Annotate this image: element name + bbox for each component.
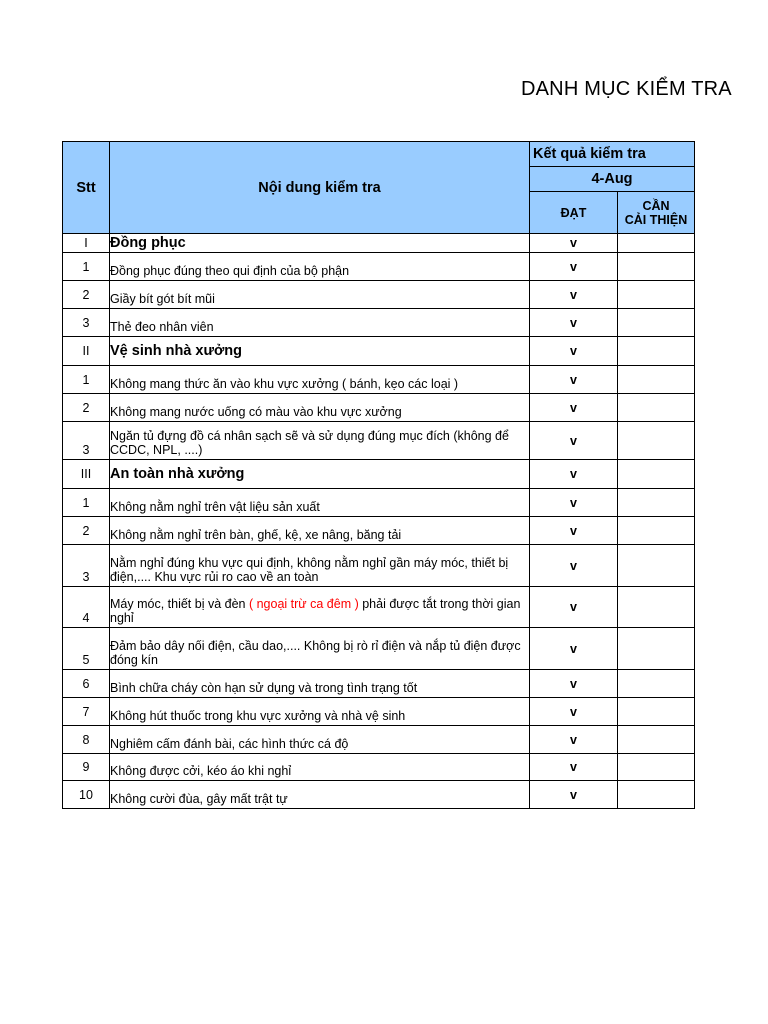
table-row (63, 754, 695, 781)
improve-cell (618, 460, 695, 489)
table-row (63, 781, 695, 809)
row-text: Nghiêm cấm đánh bài, các hình thức cá độ (110, 726, 530, 754)
row-text: Bình chữa cháy còn hạn sử dụng và trong tình trạng tốt (110, 670, 530, 698)
pass-mark: v (530, 234, 618, 253)
row-text-before: Máy móc, thiết bị và đèn (110, 597, 249, 611)
pass-mark: v (530, 337, 618, 366)
table-row (63, 726, 695, 754)
pass-mark: v (530, 394, 618, 422)
table-row (63, 234, 695, 253)
header-date: 4-Aug (530, 167, 695, 192)
page-title: DANH MỤC KIỂM TRA (521, 78, 732, 100)
pass-mark: v (530, 726, 618, 754)
improve-cell (618, 545, 695, 587)
row-stt: 2 (63, 517, 110, 545)
pass-mark: v (530, 545, 618, 587)
improve-cell (618, 281, 695, 309)
header-stt: Stt (63, 142, 110, 234)
pass-mark: v (530, 253, 618, 281)
header-content: Nội dung kiểm tra (110, 142, 530, 234)
improve-cell (618, 781, 695, 809)
row-stt: 1 (63, 489, 110, 517)
row-stt: 4 (63, 587, 110, 628)
section-title: An toàn nhà xưởng (110, 460, 530, 489)
table-row (63, 309, 695, 337)
row-stt: 1 (63, 366, 110, 394)
title-area (0, 76, 732, 106)
header-improve-line2: CẢI THIỆN (624, 212, 688, 227)
row-text: Không nằm nghỉ trên vật liệu sản xuất (110, 489, 530, 517)
row-text: Không mang thức ăn vào khu vực xưởng ( bánh, kẹo các loại ) (110, 366, 530, 394)
improve-cell (618, 587, 695, 628)
table-row (63, 422, 695, 460)
row-text-red-note: ( ngoại trừ ca đêm ) (248, 597, 359, 611)
row-stt: 8 (63, 726, 110, 754)
row-text: Ngăn tủ đựng đồ cá nhân sạch sẽ và sử dụng đúng mục đích (không để CCDC, NPL, ....) (110, 422, 530, 460)
improve-cell (618, 489, 695, 517)
table-row (63, 670, 695, 698)
improve-cell (618, 517, 695, 545)
improve-cell (618, 726, 695, 754)
improve-cell (618, 234, 695, 253)
table-row (63, 489, 695, 517)
pass-mark: v (530, 517, 618, 545)
improve-cell (618, 366, 695, 394)
row-stt: III (63, 460, 110, 489)
table-row (63, 253, 695, 281)
row-text: Nằm nghỉ đúng khu vực qui định, không nằm nghỉ gần máy móc, thiết bị điện,.... Khu vực rủi ro cao về an toàn (110, 545, 530, 587)
row-stt: 5 (63, 628, 110, 670)
row-stt: I (63, 234, 110, 253)
table-row (63, 545, 695, 587)
row-stt: 7 (63, 698, 110, 726)
row-text: Không hút thuốc trong khu vực xưởng và nhà vệ sinh (110, 698, 530, 726)
pass-mark: v (530, 628, 618, 670)
header-result: Kết quả kiểm tra (530, 142, 695, 167)
row-text: Không nằm nghỉ trên bàn, ghế, kệ, xe nâng, băng tải (110, 517, 530, 545)
improve-cell (618, 394, 695, 422)
row-text: Đảm bảo dây nối điện, cầu dao,.... Không bị rò rỉ điện và nắp tủ điện được đóng kín (110, 628, 530, 670)
row-text: Đồng phục đúng theo qui định của bộ phận (110, 253, 530, 281)
row-text-after: phải được tắt trong thời gian nghỉ (110, 597, 521, 625)
header-pass: ĐẠT (530, 192, 618, 234)
improve-cell (618, 670, 695, 698)
checklist-table (62, 141, 695, 809)
row-stt: 6 (63, 670, 110, 698)
improve-cell (618, 337, 695, 366)
section-title: Vệ sinh nhà xưởng (110, 337, 530, 366)
pass-mark: v (530, 754, 618, 781)
row-stt: II (63, 337, 110, 366)
header-improve-line1: CẦN (642, 198, 670, 213)
row-stt: 3 (63, 309, 110, 337)
pass-mark: v (530, 781, 618, 809)
table-row (63, 366, 695, 394)
pass-mark: v (530, 460, 618, 489)
row-stt: 2 (63, 281, 110, 309)
improve-cell (618, 698, 695, 726)
pass-mark: v (530, 698, 618, 726)
table-row (63, 460, 695, 489)
improve-cell (618, 253, 695, 281)
pass-mark: v (530, 281, 618, 309)
pass-mark: v (530, 489, 618, 517)
row-stt: 3 (63, 422, 110, 460)
row-text: Thẻ đeo nhân viên (110, 309, 530, 337)
row-stt: 2 (63, 394, 110, 422)
row-stt: 10 (63, 781, 110, 809)
table-row (63, 587, 695, 628)
section-title: Đồng phục (110, 234, 530, 253)
row-stt: 9 (63, 754, 110, 781)
improve-cell (618, 309, 695, 337)
row-stt: 3 (63, 545, 110, 587)
row-stt: 1 (63, 253, 110, 281)
row-text: Giầy bít gót bít mũi (110, 281, 530, 309)
row-text: Không mang nước uống có màu vào khu vực xưởng (110, 394, 530, 422)
improve-cell (618, 422, 695, 460)
pass-mark: v (530, 366, 618, 394)
table-row (63, 517, 695, 545)
table-row (63, 394, 695, 422)
pass-mark: v (530, 422, 618, 460)
table-row (63, 337, 695, 366)
row-text (110, 587, 530, 628)
table-row (63, 698, 695, 726)
row-text: Không cười đùa, gây mất trật tự (110, 781, 530, 809)
pass-mark: v (530, 587, 618, 628)
pass-mark: v (530, 670, 618, 698)
row-text: Không được cởi, kéo áo khi nghỉ (110, 754, 530, 781)
header-improve (618, 192, 695, 234)
table-row (63, 281, 695, 309)
improve-cell (618, 628, 695, 670)
pass-mark: v (530, 309, 618, 337)
table-row (63, 628, 695, 670)
improve-cell (618, 754, 695, 781)
